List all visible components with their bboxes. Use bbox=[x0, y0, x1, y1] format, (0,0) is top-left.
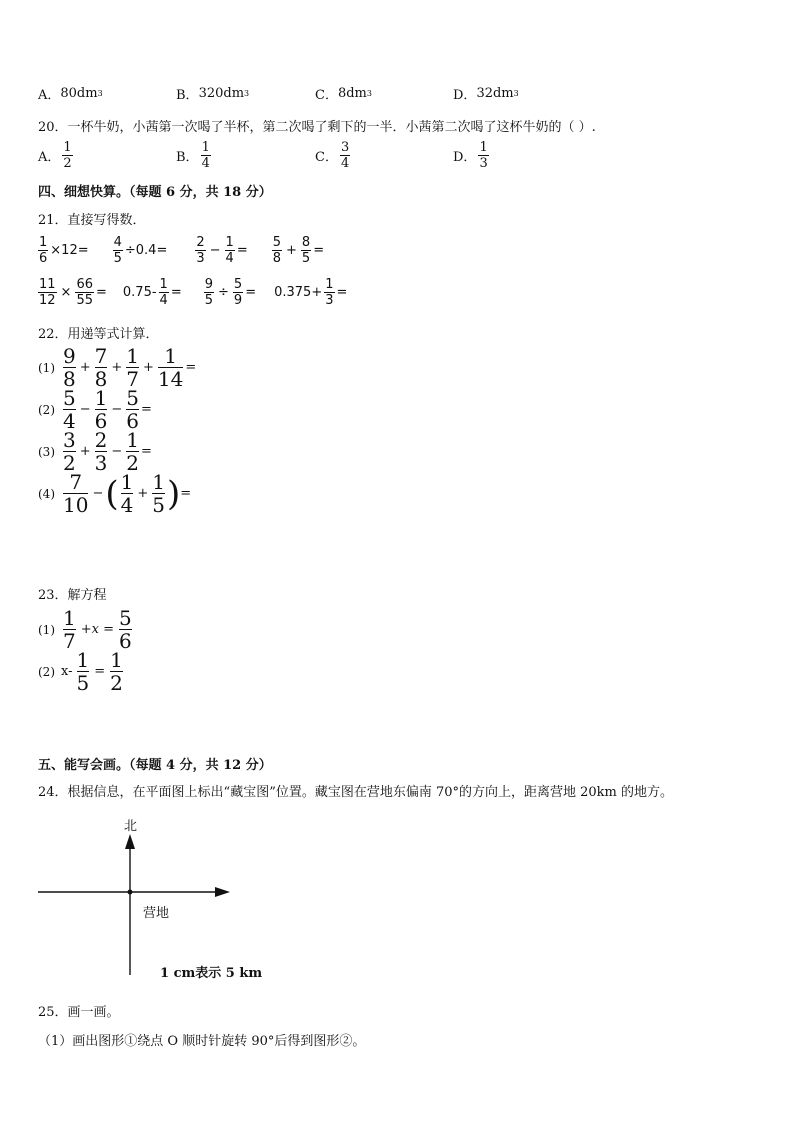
east-arrow-icon bbox=[215, 887, 230, 897]
question-21-text: 21．直接写得数． bbox=[38, 213, 146, 228]
option-c: C． $\frac{3}{4}$ bbox=[315, 140, 350, 171]
section-5-title: 五、能写会画。（每题 4 分，共 12 分） bbox=[38, 758, 272, 773]
section-4-title: 四、细想快算。（每题 6 分，共 18 分） bbox=[38, 185, 272, 200]
camp-label: 营地 bbox=[143, 906, 170, 921]
calc-item-3: (3) $\frac{3}{2}$ + $\frac{2}{3}$ − $\frac{1}{2}$ = bbox=[38, 428, 152, 475]
calc-row-1: $\frac{1}{6}$ ×12= $\frac{4}{5}$ ÷0.4= $\frac{2}{3}$ − $\frac{1}{4}$ = $\frac{5}{8}$ + $\frac{8}{5}$ = bbox=[39, 235, 325, 266]
camp-point bbox=[128, 890, 133, 895]
option-b: B． 320dm 3 bbox=[176, 86, 250, 103]
north-label: 北 bbox=[124, 819, 138, 834]
option-b: B． $\frac{1}{4}$ bbox=[176, 140, 210, 171]
equation-2: (2) x- $\frac{1}{5}$ = $\frac{1}{2}$ bbox=[38, 648, 123, 695]
question-20-text: 20．一杯牛奶，小茜第一次喝了半杯，第二次喝了剩下的一半．小茜第二次喝了这杯牛奶的（ ）. bbox=[38, 120, 596, 135]
option-c: C． 8dm 3 bbox=[315, 86, 372, 103]
option-a: A． 80dm 3 bbox=[38, 86, 103, 103]
calc-item-2: (2) $\frac{5}{4}$ − $\frac{1}{6}$ − $\frac{5}{6}$ = bbox=[38, 386, 152, 433]
question-22-text: 22．用递等式计算． bbox=[38, 327, 159, 342]
calc-row-2: $\frac{11}{12}$ × $\frac{66}{55}$ = 0.75- $\frac{1}{4}$ = $\frac{9}{5}$ ÷ $\frac{5}{9}$ = 0.375+ $\frac{1}{3}$ = bbox=[39, 277, 348, 308]
north-arrow-icon bbox=[125, 834, 135, 849]
question-25-text: 25．画一画。 bbox=[38, 1005, 120, 1020]
equation-1: (1) $\frac{1}{7}$ +x = $\frac{5}{6}$ bbox=[38, 606, 132, 653]
option-d: D． 32dm 3 bbox=[453, 86, 519, 103]
question-23-text: 23．解方程 bbox=[38, 588, 107, 603]
calc-item-1: (1) $\frac{9}{8}$ + $\frac{7}{8}$ + $\frac{1}{7}$ + $\frac{1}{14}$ = bbox=[38, 344, 197, 391]
scale-label: 1 cm表示 5 km bbox=[160, 966, 263, 981]
calc-item-4: (4) $\frac{7}{10}$ − ( $\frac{1}{4}$ + $\frac{1}{5}$ ) = bbox=[38, 470, 192, 517]
option-d: D． $\frac{1}{3}$ bbox=[453, 140, 488, 171]
option-a: A． $\frac{1}{2}$ bbox=[38, 140, 72, 171]
question-25-sub-1: （1）画出图形①绕点 O 顺时针旋转 90°后得到图形②。 bbox=[38, 1034, 366, 1049]
question-24-text: 24．根据信息，在平面图上标出“藏宝图”位置。藏宝图在营地东偏南 70°的方向上，距离营地 20km 的地方。 bbox=[38, 785, 674, 800]
